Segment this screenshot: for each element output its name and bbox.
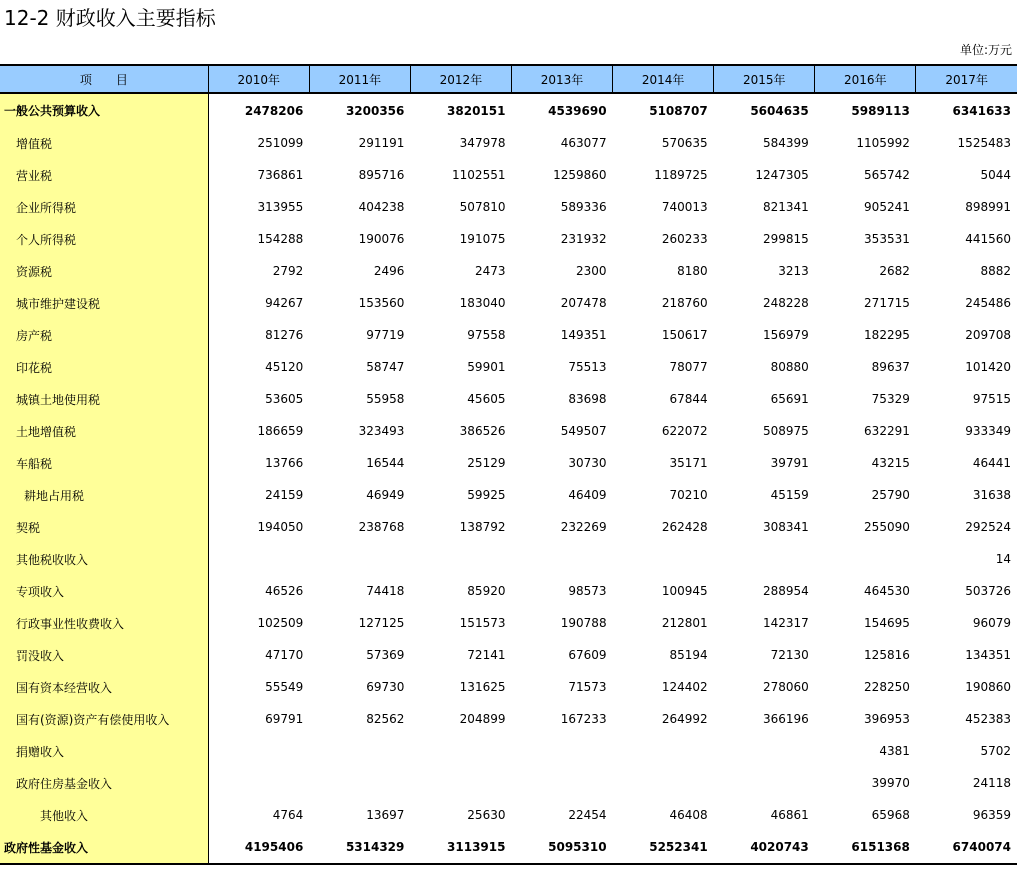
table-cell: 1259860 xyxy=(553,168,607,182)
table-cell: 65691 xyxy=(770,392,809,406)
table-row xyxy=(0,191,1017,223)
table-cell: 262428 xyxy=(661,520,708,534)
table-cell: 71573 xyxy=(568,680,607,694)
table-row xyxy=(0,767,1017,799)
table-cell: 507810 xyxy=(459,200,506,214)
row-label: 政府性基金收入 xyxy=(0,831,208,864)
table-cell xyxy=(714,543,815,575)
table-cell: 46949 xyxy=(366,488,405,502)
table-row xyxy=(0,255,1017,287)
column-header-year: 2017年 xyxy=(916,65,1017,93)
table-cell: 323493 xyxy=(358,424,405,438)
table-cell: 194050 xyxy=(257,520,304,534)
table-cell: 85194 xyxy=(669,648,708,662)
column-header-year: 2016年 xyxy=(815,65,916,93)
table-cell: 186659 xyxy=(257,424,304,438)
table-cell: 4195406 xyxy=(208,831,309,864)
table-cell: 308341 xyxy=(762,520,809,534)
table-cell: 67844 xyxy=(669,392,708,406)
table-cell: 508975 xyxy=(762,424,809,438)
table-cell: 85920 xyxy=(467,584,506,598)
table-cell: 167233 xyxy=(560,712,607,726)
table-cell xyxy=(815,543,916,575)
table-row xyxy=(0,671,1017,703)
table-cell: 207478 xyxy=(560,296,607,310)
table-cell: 2682 xyxy=(879,264,910,278)
table-cell: 89637 xyxy=(871,360,910,374)
row-label: 罚没收入 xyxy=(0,639,208,671)
table-cell xyxy=(714,735,815,767)
table-row xyxy=(0,287,1017,319)
table-cell: 45120 xyxy=(265,360,304,374)
table-cell: 5989113 xyxy=(851,103,910,118)
table-cell: 46441 xyxy=(972,456,1011,470)
table-cell: 134351 xyxy=(965,648,1011,662)
table-row xyxy=(0,319,1017,351)
table-row xyxy=(0,831,1017,864)
table-cell: 78077 xyxy=(669,360,708,374)
table-cell: 452383 xyxy=(965,712,1011,726)
table-cell: 96079 xyxy=(972,616,1011,630)
table-cell: 39791 xyxy=(770,456,809,470)
table-cell xyxy=(511,543,612,575)
table-cell: 589336 xyxy=(560,200,607,214)
table-cell: 153560 xyxy=(358,296,405,310)
table-cell: 6151368 xyxy=(815,831,916,864)
table-cell: 154695 xyxy=(864,616,910,630)
table-cell: 94267 xyxy=(265,296,304,310)
row-label: 城市维护建设税 xyxy=(0,287,208,319)
row-label: 个人所得税 xyxy=(0,223,208,255)
table-cell xyxy=(410,767,511,799)
row-label: 印花税 xyxy=(0,351,208,383)
table-cell: 190860 xyxy=(965,680,1011,694)
table-cell: 13766 xyxy=(265,456,304,470)
table-cell xyxy=(410,543,511,575)
table-cell: 45605 xyxy=(467,392,506,406)
table-cell: 67609 xyxy=(568,648,607,662)
table-cell: 5314329 xyxy=(309,831,410,864)
table-cell: 5044 xyxy=(980,168,1011,182)
row-label: 捐赠收入 xyxy=(0,735,208,767)
row-label: 资源税 xyxy=(0,255,208,287)
table-cell: 404238 xyxy=(358,200,405,214)
table-cell: 821341 xyxy=(762,200,809,214)
table-cell: 14 xyxy=(995,552,1011,566)
unit-label: 单位:万元 xyxy=(959,43,1012,57)
table-row xyxy=(0,543,1017,575)
table-cell: 100945 xyxy=(661,584,708,598)
table-cell: 16544 xyxy=(366,456,405,470)
table-row xyxy=(0,223,1017,255)
table-cell: 59925 xyxy=(467,488,506,502)
table-row xyxy=(0,383,1017,415)
table-cell: 98573 xyxy=(568,584,607,598)
table-cell: 366196 xyxy=(762,712,809,726)
table-cell: 191075 xyxy=(459,232,506,246)
table-cell: 8882 xyxy=(980,264,1011,278)
table-cell: 25790 xyxy=(871,488,910,502)
table-cell: 503726 xyxy=(965,584,1011,598)
table-cell: 736861 xyxy=(257,168,304,182)
table-cell: 291191 xyxy=(358,136,405,150)
table-cell: 271715 xyxy=(864,296,910,310)
table-cell: 31638 xyxy=(972,488,1011,502)
table-cell: 1247305 xyxy=(755,168,809,182)
table-cell xyxy=(511,735,612,767)
row-label: 专项收入 xyxy=(0,575,208,607)
table-cell: 396953 xyxy=(864,712,910,726)
column-header-year: 2014年 xyxy=(613,65,714,93)
table-cell: 3200356 xyxy=(345,103,405,118)
table-cell: 231932 xyxy=(560,232,607,246)
table-cell: 441560 xyxy=(965,232,1011,246)
table-cell: 232269 xyxy=(560,520,607,534)
table-cell: 96359 xyxy=(972,808,1011,822)
table-cell xyxy=(410,735,511,767)
table-cell: 150617 xyxy=(661,328,708,342)
table-cell: 25129 xyxy=(467,456,506,470)
table-cell: 142317 xyxy=(762,616,809,630)
row-label: 国有资本经营收入 xyxy=(0,671,208,703)
table-cell: 46861 xyxy=(770,808,809,822)
table-cell: 75513 xyxy=(568,360,607,374)
table-cell: 463077 xyxy=(560,136,607,150)
row-label: 政府住房基金收入 xyxy=(0,767,208,799)
table-cell: 386526 xyxy=(459,424,506,438)
column-header-item: 项 目 xyxy=(0,65,208,93)
table-cell: 138792 xyxy=(459,520,506,534)
table-cell: 57369 xyxy=(366,648,405,662)
table-cell xyxy=(511,767,612,799)
row-label: 行政事业性收费收入 xyxy=(0,607,208,639)
table-cell: 255090 xyxy=(864,520,910,534)
table-cell: 45159 xyxy=(770,488,809,502)
table-cell: 584399 xyxy=(762,136,809,150)
page-title: 12-2 财政收入主要指标 xyxy=(4,6,216,30)
table-cell: 22454 xyxy=(568,808,607,822)
table-cell: 75329 xyxy=(871,392,910,406)
table-cell: 251099 xyxy=(257,136,304,150)
table-cell: 2478206 xyxy=(244,103,304,118)
table-cell: 70210 xyxy=(669,488,708,502)
table-cell: 5108707 xyxy=(649,103,708,118)
table-row xyxy=(0,575,1017,607)
table-cell: 260233 xyxy=(661,232,708,246)
row-label: 车船税 xyxy=(0,447,208,479)
table-cell: 632291 xyxy=(864,424,910,438)
table-cell: 3213 xyxy=(778,264,809,278)
table-cell: 83698 xyxy=(568,392,607,406)
table-cell: 5702 xyxy=(980,744,1011,758)
table-cell: 101420 xyxy=(965,360,1011,374)
table-cell: 2792 xyxy=(272,264,304,278)
table-cell: 97515 xyxy=(972,392,1011,406)
table-cell: 25630 xyxy=(467,808,506,822)
table-cell xyxy=(208,767,309,799)
table-row xyxy=(0,93,1017,127)
table-cell xyxy=(613,735,714,767)
table-cell: 46409 xyxy=(568,488,607,502)
table-cell: 238768 xyxy=(358,520,405,534)
table-cell: 6341633 xyxy=(952,103,1011,118)
table-cell: 97719 xyxy=(366,328,405,342)
table-cell: 102509 xyxy=(257,616,304,630)
table-row xyxy=(0,735,1017,767)
table-cell: 8180 xyxy=(677,264,708,278)
table-cell: 264992 xyxy=(661,712,708,726)
table-row xyxy=(0,127,1017,159)
table-cell: 313955 xyxy=(257,200,304,214)
table-cell: 288954 xyxy=(762,584,809,598)
row-label: 增值税 xyxy=(0,127,208,159)
table-cell: 182295 xyxy=(864,328,910,342)
table-cell: 1102551 xyxy=(452,168,506,182)
table-cell: 2473 xyxy=(474,264,506,278)
row-label: 企业所得税 xyxy=(0,191,208,223)
table-cell: 55549 xyxy=(265,680,304,694)
table-row xyxy=(0,479,1017,511)
table-cell: 24118 xyxy=(972,776,1011,790)
table-cell: 4539690 xyxy=(548,103,607,118)
table-cell: 3820151 xyxy=(447,103,506,118)
table-cell: 895716 xyxy=(358,168,405,182)
table-cell: 35171 xyxy=(669,456,708,470)
table-cell xyxy=(309,767,410,799)
table-cell: 154288 xyxy=(257,232,304,246)
table-cell: 292524 xyxy=(965,520,1011,534)
table-cell: 248228 xyxy=(762,296,809,310)
table-row xyxy=(0,639,1017,671)
table-cell: 156979 xyxy=(762,328,809,342)
table-cell: 3113915 xyxy=(410,831,511,864)
table-cell: 464530 xyxy=(864,584,910,598)
row-label: 耕地占用税 xyxy=(0,479,208,511)
table-cell: 4020743 xyxy=(714,831,815,864)
row-label: 其他收入 xyxy=(0,799,208,831)
table-cell xyxy=(613,543,714,575)
table-cell: 5095310 xyxy=(511,831,612,864)
table-cell: 6740074 xyxy=(916,831,1017,864)
table-cell: 5604635 xyxy=(750,103,809,118)
row-label: 契税 xyxy=(0,511,208,543)
table-cell: 39970 xyxy=(871,776,910,790)
row-label: 房产税 xyxy=(0,319,208,351)
table-cell: 127125 xyxy=(358,616,405,630)
table-cell: 43215 xyxy=(871,456,910,470)
table-cell: 151573 xyxy=(459,616,506,630)
table-cell: 59901 xyxy=(467,360,506,374)
table-cell: 46526 xyxy=(265,584,304,598)
column-header-year: 2013年 xyxy=(511,65,612,93)
table-cell: 898991 xyxy=(965,200,1011,214)
table-cell: 622072 xyxy=(661,424,708,438)
table-cell: 2300 xyxy=(576,264,607,278)
table-cell: 740013 xyxy=(661,200,708,214)
table-cell: 228250 xyxy=(864,680,910,694)
row-label: 国有(资源)资产有偿使用收入 xyxy=(0,703,208,735)
column-header-year: 2015年 xyxy=(714,65,815,93)
table-row xyxy=(0,415,1017,447)
row-label: 一般公共预算收入 xyxy=(0,93,208,127)
table-cell: 81276 xyxy=(265,328,304,342)
table-row xyxy=(0,511,1017,543)
table-cell xyxy=(309,543,410,575)
table-row xyxy=(0,703,1017,735)
table-cell: 905241 xyxy=(864,200,910,214)
table-cell: 190788 xyxy=(560,616,607,630)
table-cell: 30730 xyxy=(568,456,607,470)
table-cell: 2496 xyxy=(373,264,405,278)
table-cell: 124402 xyxy=(661,680,708,694)
column-header-year: 2012年 xyxy=(410,65,511,93)
row-label: 其他税收收入 xyxy=(0,543,208,575)
table-cell xyxy=(714,767,815,799)
table-cell: 4764 xyxy=(272,808,304,822)
table-cell: 69730 xyxy=(366,680,405,694)
table-cell xyxy=(309,735,410,767)
table-cell: 183040 xyxy=(459,296,506,310)
table-cell: 65968 xyxy=(871,808,910,822)
table-row xyxy=(0,159,1017,191)
table-cell: 5252341 xyxy=(613,831,714,864)
row-label: 营业税 xyxy=(0,159,208,191)
table-cell: 149351 xyxy=(560,328,607,342)
table-cell: 190076 xyxy=(358,232,405,246)
table-cell: 933349 xyxy=(965,424,1011,438)
table-row xyxy=(0,607,1017,639)
column-header-year: 2010年 xyxy=(208,65,309,93)
table-cell: 353531 xyxy=(864,232,910,246)
table-cell: 245486 xyxy=(965,296,1011,310)
row-label: 土地增值税 xyxy=(0,415,208,447)
table-cell: 209708 xyxy=(965,328,1011,342)
table-cell: 4381 xyxy=(879,744,910,758)
table-row xyxy=(0,351,1017,383)
table-cell: 24159 xyxy=(265,488,304,502)
table-cell: 72130 xyxy=(770,648,809,662)
table-cell: 74418 xyxy=(366,584,405,598)
table-cell: 1105992 xyxy=(856,136,910,150)
table-cell: 347978 xyxy=(459,136,506,150)
column-header-year: 2011年 xyxy=(309,65,410,93)
table-cell: 69791 xyxy=(265,712,304,726)
table-cell: 13697 xyxy=(366,808,405,822)
table-cell: 125816 xyxy=(864,648,910,662)
table-cell xyxy=(613,767,714,799)
table-row xyxy=(0,447,1017,479)
table-cell: 80880 xyxy=(770,360,809,374)
table-cell: 299815 xyxy=(762,232,809,246)
table-cell: 565742 xyxy=(864,168,910,182)
fiscal-revenue-table xyxy=(0,64,1017,865)
table-cell: 58747 xyxy=(366,360,405,374)
table-cell xyxy=(208,735,309,767)
table-cell: 212801 xyxy=(661,616,708,630)
table-row xyxy=(0,799,1017,831)
table-cell: 218760 xyxy=(661,296,708,310)
table-cell: 570635 xyxy=(661,136,708,150)
header-row xyxy=(0,65,1017,93)
table-cell: 72141 xyxy=(467,648,506,662)
table-cell: 46408 xyxy=(669,808,708,822)
table-cell: 131625 xyxy=(459,680,506,694)
table-cell: 82562 xyxy=(366,712,405,726)
table-cell: 278060 xyxy=(762,680,809,694)
table-cell: 549507 xyxy=(560,424,607,438)
table-cell: 97558 xyxy=(467,328,506,342)
table-cell: 1525483 xyxy=(957,136,1011,150)
table-cell: 1189725 xyxy=(654,168,708,182)
table-cell: 55958 xyxy=(366,392,405,406)
table-cell: 53605 xyxy=(265,392,304,406)
table-cell: 204899 xyxy=(459,712,506,726)
row-label: 城镇土地使用税 xyxy=(0,383,208,415)
table-cell xyxy=(208,543,309,575)
table-cell: 47170 xyxy=(265,648,304,662)
